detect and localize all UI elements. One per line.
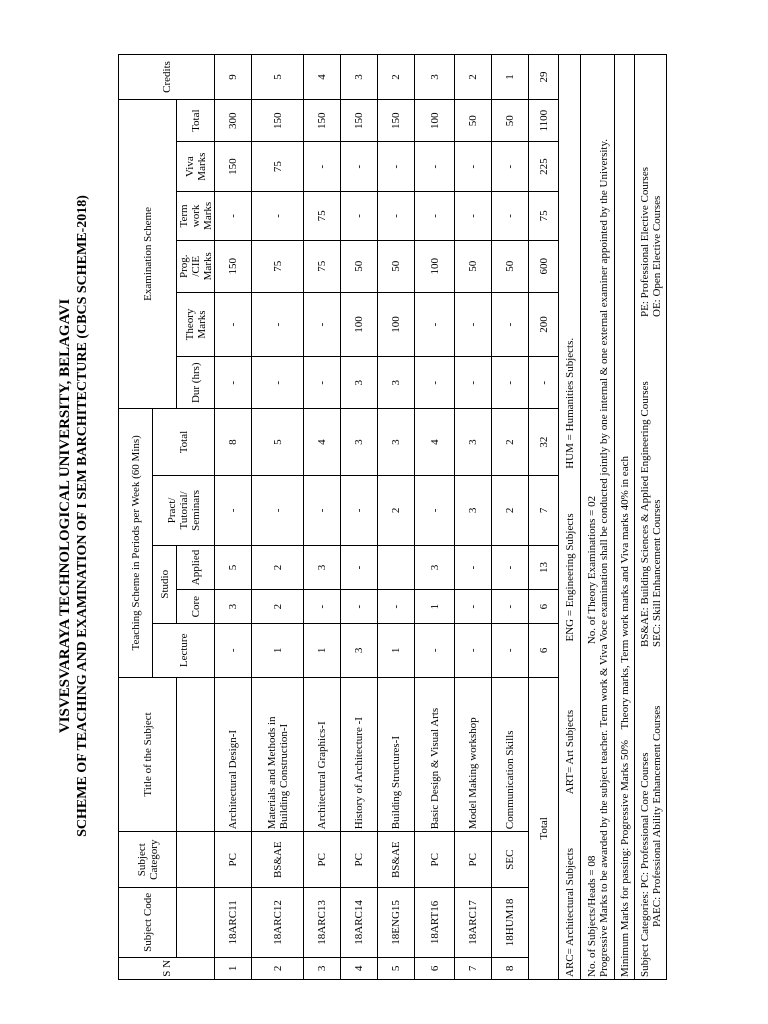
cell-dur: 3 [378, 357, 415, 409]
col-viva: Viva Marks [177, 142, 215, 191]
cell-applied: 3 [415, 545, 455, 590]
cell-code: 18ARC13 [304, 888, 341, 957]
cell-applied: 3 [304, 545, 341, 590]
table-row [304, 55, 341, 980]
cat-oe: OE: Open Elective Courses [650, 195, 663, 317]
cell-credits: 4 [304, 55, 341, 100]
cell-exam-total: 50 [492, 99, 529, 142]
cell-viva: 75 [252, 142, 304, 191]
cell-sn: 3 [304, 957, 341, 979]
cell-title: Materials and Methods in Building Construction-I [252, 677, 304, 832]
cell-title: Communication Skills [492, 677, 529, 832]
cell-teach-total: 5 [252, 408, 304, 475]
total-theory: 200 [529, 292, 559, 357]
col-studio: Studio [153, 545, 177, 623]
cell-prog: 100 [415, 241, 455, 293]
table-row [215, 55, 252, 980]
cell-teach-total: 3 [341, 408, 378, 475]
cell-credits: 3 [341, 55, 378, 100]
col-code-blank [177, 888, 215, 957]
col-pract: Pract/ Tutorial/ Seminars [153, 476, 215, 545]
note-subjects: No. of Subjects/Heads = 08 [585, 855, 598, 977]
total-label: Total [529, 677, 559, 979]
university-title: VISVESVARAYA TECHNOLOGICAL UNIVERSITY, BELAGAVI [57, 298, 73, 734]
total-viva: 225 [529, 142, 559, 191]
cell-core: 3 [215, 590, 252, 624]
cell-teach-total: 8 [215, 408, 252, 475]
col-lecture: Lecture [153, 623, 215, 677]
scheme-table [118, 54, 667, 980]
cell-term: 75 [304, 191, 341, 240]
cell-term: - [252, 191, 304, 240]
cell-sn: 1 [215, 957, 252, 979]
cell-lecture: - [215, 623, 252, 677]
cell-title: Building Structures-I [378, 677, 415, 832]
col-exam-scheme: Examination Scheme [119, 99, 177, 408]
note-progressive: Progressive Marks to be awarded by the subject teacher. Term work & Viva Voce examination shall be conducted jointly by one internal & one external examiner appointed by the University. [597, 138, 610, 977]
total-core: 6 [529, 590, 559, 624]
col-teach-total: Total [153, 408, 215, 475]
cat-paec: PAEC: Professional Ability Enhancement Courses [650, 705, 663, 927]
col-exam-total: Total [177, 99, 215, 142]
cell-dur: - [455, 357, 492, 409]
table-row [252, 55, 304, 980]
cell-theory: 100 [378, 292, 415, 357]
cell-term: - [415, 191, 455, 240]
cat-pe: PE: Professional Elective Courses [638, 166, 651, 317]
cell-theory: 100 [341, 292, 378, 357]
cat-pc: Subject Categories: PC: Professional Core Courses [638, 752, 651, 977]
cell-sn: 4 [341, 957, 378, 979]
col-category-blank [177, 832, 215, 888]
cell-title: Architectural Design-I [215, 677, 252, 832]
total-applied: 13 [529, 545, 559, 590]
cell-theory: - [215, 292, 252, 357]
cell-teach-total: 4 [415, 408, 455, 475]
cell-exam-total: 150 [378, 99, 415, 142]
col-teaching-scheme: Teaching Scheme in Periods per Week (60 Mins) [119, 408, 153, 677]
col-code: Subject Code [119, 888, 177, 957]
col-title-blank [177, 677, 215, 832]
cell-prog: 150 [215, 241, 252, 293]
cell-theory: - [455, 292, 492, 357]
col-sn: S N [119, 957, 215, 979]
cell-pract: - [341, 476, 378, 545]
col-credits: Credits [119, 55, 215, 100]
note-min-marks-a: Minimum Marks for passing: Progressive Marks 50% [618, 739, 631, 977]
cell-credits: 1 [492, 55, 529, 100]
cell-theory: - [415, 292, 455, 357]
cell-core: - [304, 590, 341, 624]
cell-term: - [215, 191, 252, 240]
cell-applied [378, 545, 415, 590]
document-header [54, 52, 112, 980]
table-row [415, 55, 455, 980]
cell-code: 18HUM18 [492, 888, 529, 957]
cell-applied: 5 [215, 545, 252, 590]
cell-category: PC [455, 832, 492, 888]
cell-category: BS&AE [252, 832, 304, 888]
col-prog: Prog. /CIE Marks [177, 241, 215, 293]
notes-row [581, 55, 615, 980]
cell-lecture: 3 [341, 623, 378, 677]
cell-core: - [492, 590, 529, 624]
cell-exam-total: 50 [455, 99, 492, 142]
cell-category: PC [215, 832, 252, 888]
min-marks-cell [615, 55, 635, 980]
min-marks-row [615, 55, 635, 980]
cell-viva: - [304, 142, 341, 191]
legend-eng: ENG = Engineering Subjects [563, 513, 576, 642]
cell-viva: - [341, 142, 378, 191]
cell-category: PC [304, 832, 341, 888]
col-title: Title of the Subject [119, 677, 177, 832]
cell-sn: 5 [378, 957, 415, 979]
cell-core: - [341, 590, 378, 624]
col-dur: Dur (hrs) [177, 357, 215, 409]
note-min-marks-b: Theory marks, Term work marks and Viva marks 40% in each [618, 456, 631, 730]
col-theory: Theory Marks [177, 292, 215, 357]
cell-dur: 3 [341, 357, 378, 409]
table-row [492, 55, 529, 980]
cell-core: - [455, 590, 492, 624]
cell-applied: - [341, 545, 378, 590]
cell-category: PC [415, 832, 455, 888]
cell-prog: 50 [378, 241, 415, 293]
cell-viva: - [492, 142, 529, 191]
cell-title: History of Architecture -I [341, 677, 378, 832]
cell-pract: 2 [378, 476, 415, 545]
total-dur: - [529, 357, 559, 409]
col-category: Subject Category [119, 832, 177, 888]
cell-exam-total: 100 [415, 99, 455, 142]
cell-viva: - [378, 142, 415, 191]
cell-credits: 2 [378, 55, 415, 100]
col-core: Core [177, 590, 215, 624]
cell-applied: - [455, 545, 492, 590]
legend-row [559, 55, 581, 980]
cell-term: - [455, 191, 492, 240]
cell-teach-total: 4 [304, 408, 341, 475]
cell-sn: 6 [415, 957, 455, 979]
cell-code: 18ARC14 [341, 888, 378, 957]
categories-row [635, 55, 667, 980]
cell-dur: - [415, 357, 455, 409]
cell-code: 18ENG15 [378, 888, 415, 957]
col-applied: Applied [177, 545, 215, 590]
rotated-document-page [54, 52, 663, 980]
cell-teach-total: 2 [492, 408, 529, 475]
cell-sn: 7 [455, 957, 492, 979]
cell-teach-total: 3 [455, 408, 492, 475]
cell-pract: - [415, 476, 455, 545]
cell-prog: 75 [304, 241, 341, 293]
cell-prog: 75 [252, 241, 304, 293]
cell-core: 2 [252, 590, 304, 624]
cell-category: BS&AE [378, 832, 415, 888]
cell-pract: - [215, 476, 252, 545]
cell-exam-total: 150 [341, 99, 378, 142]
cell-dur: - [304, 357, 341, 409]
total-pract: 7 [529, 476, 559, 545]
table-row [378, 55, 415, 980]
cell-pract: 3 [455, 476, 492, 545]
cell-pract: - [252, 476, 304, 545]
cell-pract: 2 [492, 476, 529, 545]
cell-lecture: 1 [304, 623, 341, 677]
cell-credits: 2 [455, 55, 492, 100]
cell-core: - [378, 590, 415, 624]
cell-title: Architectural Graphics-I [304, 677, 341, 832]
cell-dur: - [492, 357, 529, 409]
total-term: 75 [529, 191, 559, 240]
cell-code: 18ARC11 [215, 888, 252, 957]
cell-dur: - [215, 357, 252, 409]
total-lecture: 6 [529, 623, 559, 677]
cell-exam-total: 150 [252, 99, 304, 142]
col-term: Term work Marks [177, 191, 215, 240]
total-row [529, 55, 559, 980]
note-theory-exams: No. of Theory Examinations = 02 [585, 495, 598, 645]
cell-pract: - [304, 476, 341, 545]
cell-sn: 8 [492, 957, 529, 979]
cell-lecture: - [455, 623, 492, 677]
cell-term: - [492, 191, 529, 240]
table-row [341, 55, 378, 980]
cell-applied: - [492, 545, 529, 590]
legend-hum: HUM = Humanities Subjects. [563, 337, 576, 469]
cell-credits: 3 [415, 55, 455, 100]
cell-exam-total: 150 [304, 99, 341, 142]
cell-exam-total: 300 [215, 99, 252, 142]
cell-category: PC [341, 832, 378, 888]
total-credits: 29 [529, 55, 559, 100]
cell-prog: 50 [341, 241, 378, 293]
legend-cell [559, 55, 581, 980]
cell-code: 18ARC17 [455, 888, 492, 957]
cell-viva: 150 [215, 142, 252, 191]
cell-prog: 50 [492, 241, 529, 293]
cell-credits: 9 [215, 55, 252, 100]
cell-lecture: 1 [252, 623, 304, 677]
scheme-table-container [118, 54, 663, 980]
legend-art: ART= Art Subjects [563, 709, 576, 795]
cat-bsae: BS&AE: Building Sciences & Applied Engineering Courses [638, 381, 651, 647]
cell-category: SEC [492, 832, 529, 888]
cell-viva: - [455, 142, 492, 191]
cell-title: Model Making workshop [455, 677, 492, 832]
cell-theory: - [492, 292, 529, 357]
cell-viva: - [415, 142, 455, 191]
cell-lecture: 1 [378, 623, 415, 677]
total-exam-total: 1100 [529, 99, 559, 142]
total-prog: 600 [529, 241, 559, 293]
cell-prog: 50 [455, 241, 492, 293]
cell-lecture: - [415, 623, 455, 677]
cell-core: 1 [415, 590, 455, 624]
cell-code: 18ARC12 [252, 888, 304, 957]
cell-term: - [378, 191, 415, 240]
categories-cell [635, 55, 667, 980]
total-teach-total: 32 [529, 408, 559, 475]
notes-cell [581, 55, 615, 980]
table-row [455, 55, 492, 980]
cell-dur: - [252, 357, 304, 409]
legend-arc: ARC= Architectural Subjects [563, 847, 576, 977]
cell-applied: 2 [252, 545, 304, 590]
scheme-title: SCHEME OF TEACHING AND EXAMINATION OF I SEM BARCHITECTURE (CBCS SCHEME-2018) [75, 195, 90, 837]
cell-credits: 5 [252, 55, 304, 100]
cell-sn: 2 [252, 957, 304, 979]
cat-sec: SEC: Skill Enhancement Courses [650, 499, 663, 647]
cell-theory: - [304, 292, 341, 357]
cell-title: Basic Design & Visual Arts [415, 677, 455, 832]
cell-lecture: - [492, 623, 529, 677]
cell-code: 18ART16 [415, 888, 455, 957]
cell-term: - [341, 191, 378, 240]
cell-teach-total: 3 [378, 408, 415, 475]
cell-theory: - [252, 292, 304, 357]
